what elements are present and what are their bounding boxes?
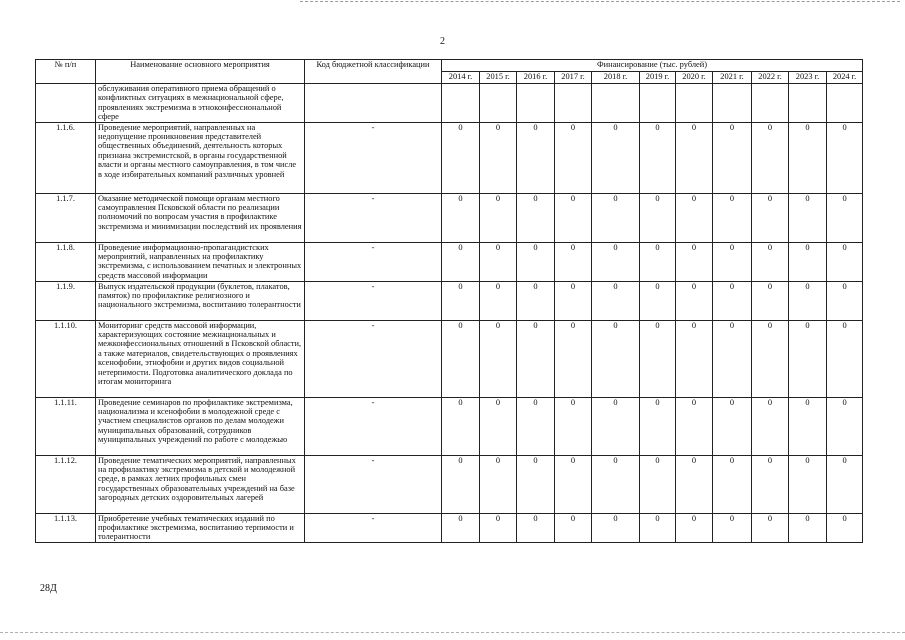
header-code: Код бюджетной классификации	[305, 60, 442, 84]
value-cell: 0	[555, 513, 592, 542]
value-cell	[480, 84, 517, 123]
year-header: 2015 г.	[480, 72, 517, 84]
value-cell: 0	[640, 193, 676, 242]
row-number: 1.1.7.	[36, 193, 96, 242]
value-cell: 0	[517, 281, 555, 320]
table-row-continuation	[36, 84, 863, 123]
value-cell	[555, 84, 592, 123]
value-cell: 0	[827, 281, 863, 320]
value-cell	[592, 84, 640, 123]
value-cell: 0	[713, 122, 752, 193]
row-name: Проведение информационно-пропагандистских мероприятий, направленных на профилактику экстремизма, с использованием печатных и электронных средств массовой информации	[96, 242, 305, 281]
year-header: 2017 г.	[555, 72, 592, 84]
value-cell: 0	[789, 122, 827, 193]
year-header: 2019 г.	[640, 72, 676, 84]
scan-edge-bottom	[0, 632, 905, 633]
value-cell: 0	[442, 455, 480, 513]
value-cell: 0	[517, 397, 555, 455]
value-cell: 0	[713, 320, 752, 397]
value-cell: 0	[480, 193, 517, 242]
row-name: Выпуск издательской продукции (буклетов, плакатов, памяток) по профилактике религиозного и национального экстремизма, воспитанию толерантности	[96, 281, 305, 320]
value-cell: 0	[752, 513, 789, 542]
value-cell: 0	[789, 193, 827, 242]
value-cell	[713, 84, 752, 123]
value-cell: 0	[713, 397, 752, 455]
value-cell: 0	[752, 320, 789, 397]
value-cell: 0	[789, 242, 827, 281]
year-header: 2020 г.	[676, 72, 713, 84]
value-cell: 0	[640, 397, 676, 455]
value-cell: 0	[640, 242, 676, 281]
row-name: Оказание методической помощи органам местного самоуправления Псковской области по реализации полномочий по вопросам участия в профилактике экстремизма и минимизации последствий их проявления	[96, 193, 305, 242]
row-number: 1.1.13.	[36, 513, 96, 542]
value-cell: 0	[676, 193, 713, 242]
value-cell: 0	[480, 242, 517, 281]
header-funding: Финансирование (тыс. рублей)	[442, 60, 863, 72]
row-number: 1.1.12.	[36, 455, 96, 513]
value-cell: 0	[592, 122, 640, 193]
value-cell: 0	[752, 397, 789, 455]
value-cell: 0	[789, 455, 827, 513]
header-name: Наименование основного мероприятия	[96, 60, 305, 84]
value-cell: 0	[480, 320, 517, 397]
value-cell: 0	[713, 281, 752, 320]
value-cell: 0	[827, 513, 863, 542]
value-cell: 0	[676, 122, 713, 193]
row-number: 1.1.8.	[36, 242, 96, 281]
value-cell: 0	[789, 320, 827, 397]
funding-table	[35, 59, 863, 543]
value-cell: 0	[592, 193, 640, 242]
table-row	[36, 513, 863, 542]
row-number: 1.1.9.	[36, 281, 96, 320]
value-cell: 0	[555, 122, 592, 193]
year-header: 2024 г.	[827, 72, 863, 84]
value-cell: 0	[827, 455, 863, 513]
row-number: 1.1.6.	[36, 122, 96, 193]
value-cell: 0	[442, 513, 480, 542]
value-cell: 0	[592, 281, 640, 320]
value-cell: 0	[789, 397, 827, 455]
row-name: Проведение тематических мероприятий, направленных на профилактику экстремизма в детской и молодежной среде, в рамках летних профильных смен государственных образовательных учреждений на базе загородных детских оздоровительных лагерей	[96, 455, 305, 513]
value-cell: 0	[640, 281, 676, 320]
value-cell: 0	[827, 397, 863, 455]
row-code: -	[305, 281, 442, 320]
table-row	[36, 193, 863, 242]
year-header: 2014 г.	[442, 72, 480, 84]
value-cell: 0	[592, 320, 640, 397]
value-cell: 0	[827, 122, 863, 193]
row-number	[36, 84, 96, 123]
value-cell	[827, 84, 863, 123]
value-cell: 0	[517, 513, 555, 542]
value-cell	[640, 84, 676, 123]
value-cell: 0	[517, 193, 555, 242]
value-cell: 0	[676, 242, 713, 281]
value-cell: 0	[480, 281, 517, 320]
value-cell: 0	[517, 455, 555, 513]
value-cell: 0	[517, 122, 555, 193]
value-cell: 0	[676, 281, 713, 320]
value-cell: 0	[555, 320, 592, 397]
value-cell: 0	[752, 281, 789, 320]
value-cell: 0	[592, 455, 640, 513]
value-cell: 0	[713, 513, 752, 542]
value-cell	[789, 84, 827, 123]
value-cell: 0	[555, 397, 592, 455]
value-cell: 0	[555, 193, 592, 242]
row-code: -	[305, 397, 442, 455]
scan-edge-top	[300, 1, 900, 2]
year-header: 2022 г.	[752, 72, 789, 84]
row-code: -	[305, 242, 442, 281]
value-cell: 0	[480, 122, 517, 193]
value-cell: 0	[555, 242, 592, 281]
value-cell: 0	[592, 242, 640, 281]
value-cell: 0	[442, 193, 480, 242]
value-cell: 0	[442, 397, 480, 455]
header-row	[36, 60, 863, 72]
value-cell	[676, 84, 713, 123]
row-number: 1.1.11.	[36, 397, 96, 455]
value-cell: 0	[480, 397, 517, 455]
value-cell: 0	[640, 320, 676, 397]
value-cell: 0	[827, 193, 863, 242]
value-cell: 0	[480, 513, 517, 542]
value-cell: 0	[592, 513, 640, 542]
row-name: Мониторинг средств массовой информации, характеризующих состояние межнациональных и межконфессиональных отношений в Псковской области, а также материалов, свидетельствующих о проявлениях ксенофобии, этнофобии и других видов социальной нетерпимости. Подготовка аналитического доклада по итогам мониторинга	[96, 320, 305, 397]
row-code: -	[305, 513, 442, 542]
value-cell: 0	[713, 242, 752, 281]
value-cell: 0	[752, 193, 789, 242]
table-row	[36, 122, 863, 193]
value-cell: 0	[442, 320, 480, 397]
value-cell: 0	[752, 122, 789, 193]
value-cell: 0	[676, 455, 713, 513]
value-cell: 0	[827, 242, 863, 281]
value-cell	[517, 84, 555, 123]
value-cell	[752, 84, 789, 123]
value-cell: 0	[555, 281, 592, 320]
value-cell: 0	[442, 242, 480, 281]
year-header: 2021 г.	[713, 72, 752, 84]
value-cell: 0	[676, 320, 713, 397]
row-name: Проведение семинаров по профилактике экстремизма, национализма и ксенофобии в молодежной среде с участием специалистов органов по делам молодежи муниципальных образований, сотрудников муниципальных учреждений по работе с молодежью	[96, 397, 305, 455]
table-row	[36, 455, 863, 513]
row-name: Приобретение учебных тематических изданий по профилактике экстремизма, воспитанию терпимости и толерантности	[96, 513, 305, 542]
year-header: 2018 г.	[592, 72, 640, 84]
row-name: обслуживания оперативного приема обращений о конфликтных ситуациях в межнациональной сфере, проявлениях экстремизма в этноконфессиональной сфере	[96, 84, 305, 123]
value-cell: 0	[442, 281, 480, 320]
footer-code: 28Д	[40, 583, 57, 594]
value-cell: 0	[713, 193, 752, 242]
value-cell: 0	[789, 281, 827, 320]
value-cell: 0	[789, 513, 827, 542]
value-cell: 0	[592, 397, 640, 455]
value-cell: 0	[517, 320, 555, 397]
value-cell: 0	[676, 397, 713, 455]
row-code	[305, 84, 442, 123]
value-cell: 0	[752, 242, 789, 281]
value-cell: 0	[827, 320, 863, 397]
value-cell: 0	[640, 513, 676, 542]
table-row	[36, 281, 863, 320]
value-cell: 0	[676, 513, 713, 542]
header-num: № п/п	[36, 60, 96, 84]
value-cell: 0	[480, 455, 517, 513]
value-cell: 0	[713, 455, 752, 513]
row-name: Проведение мероприятий, направленных на недопущение проникновения представителей общественных объединений, деятельность которых признана экстремистской, в органы государственной власти и органы местного самоуправления, в том числе в ходе избирательных компаний различных уровней	[96, 122, 305, 193]
row-code: -	[305, 193, 442, 242]
value-cell: 0	[555, 455, 592, 513]
row-number: 1.1.10.	[36, 320, 96, 397]
row-code: -	[305, 455, 442, 513]
value-cell: 0	[752, 455, 789, 513]
year-header: 2016 г.	[517, 72, 555, 84]
table-row	[36, 397, 863, 455]
row-code: -	[305, 320, 442, 397]
table-row	[36, 320, 863, 397]
value-cell: 0	[640, 122, 676, 193]
row-code: -	[305, 122, 442, 193]
value-cell	[442, 84, 480, 123]
page-number: 2	[440, 36, 445, 47]
value-cell: 0	[517, 242, 555, 281]
year-header: 2023 г.	[789, 72, 827, 84]
value-cell: 0	[442, 122, 480, 193]
value-cell: 0	[640, 455, 676, 513]
table-row	[36, 242, 863, 281]
